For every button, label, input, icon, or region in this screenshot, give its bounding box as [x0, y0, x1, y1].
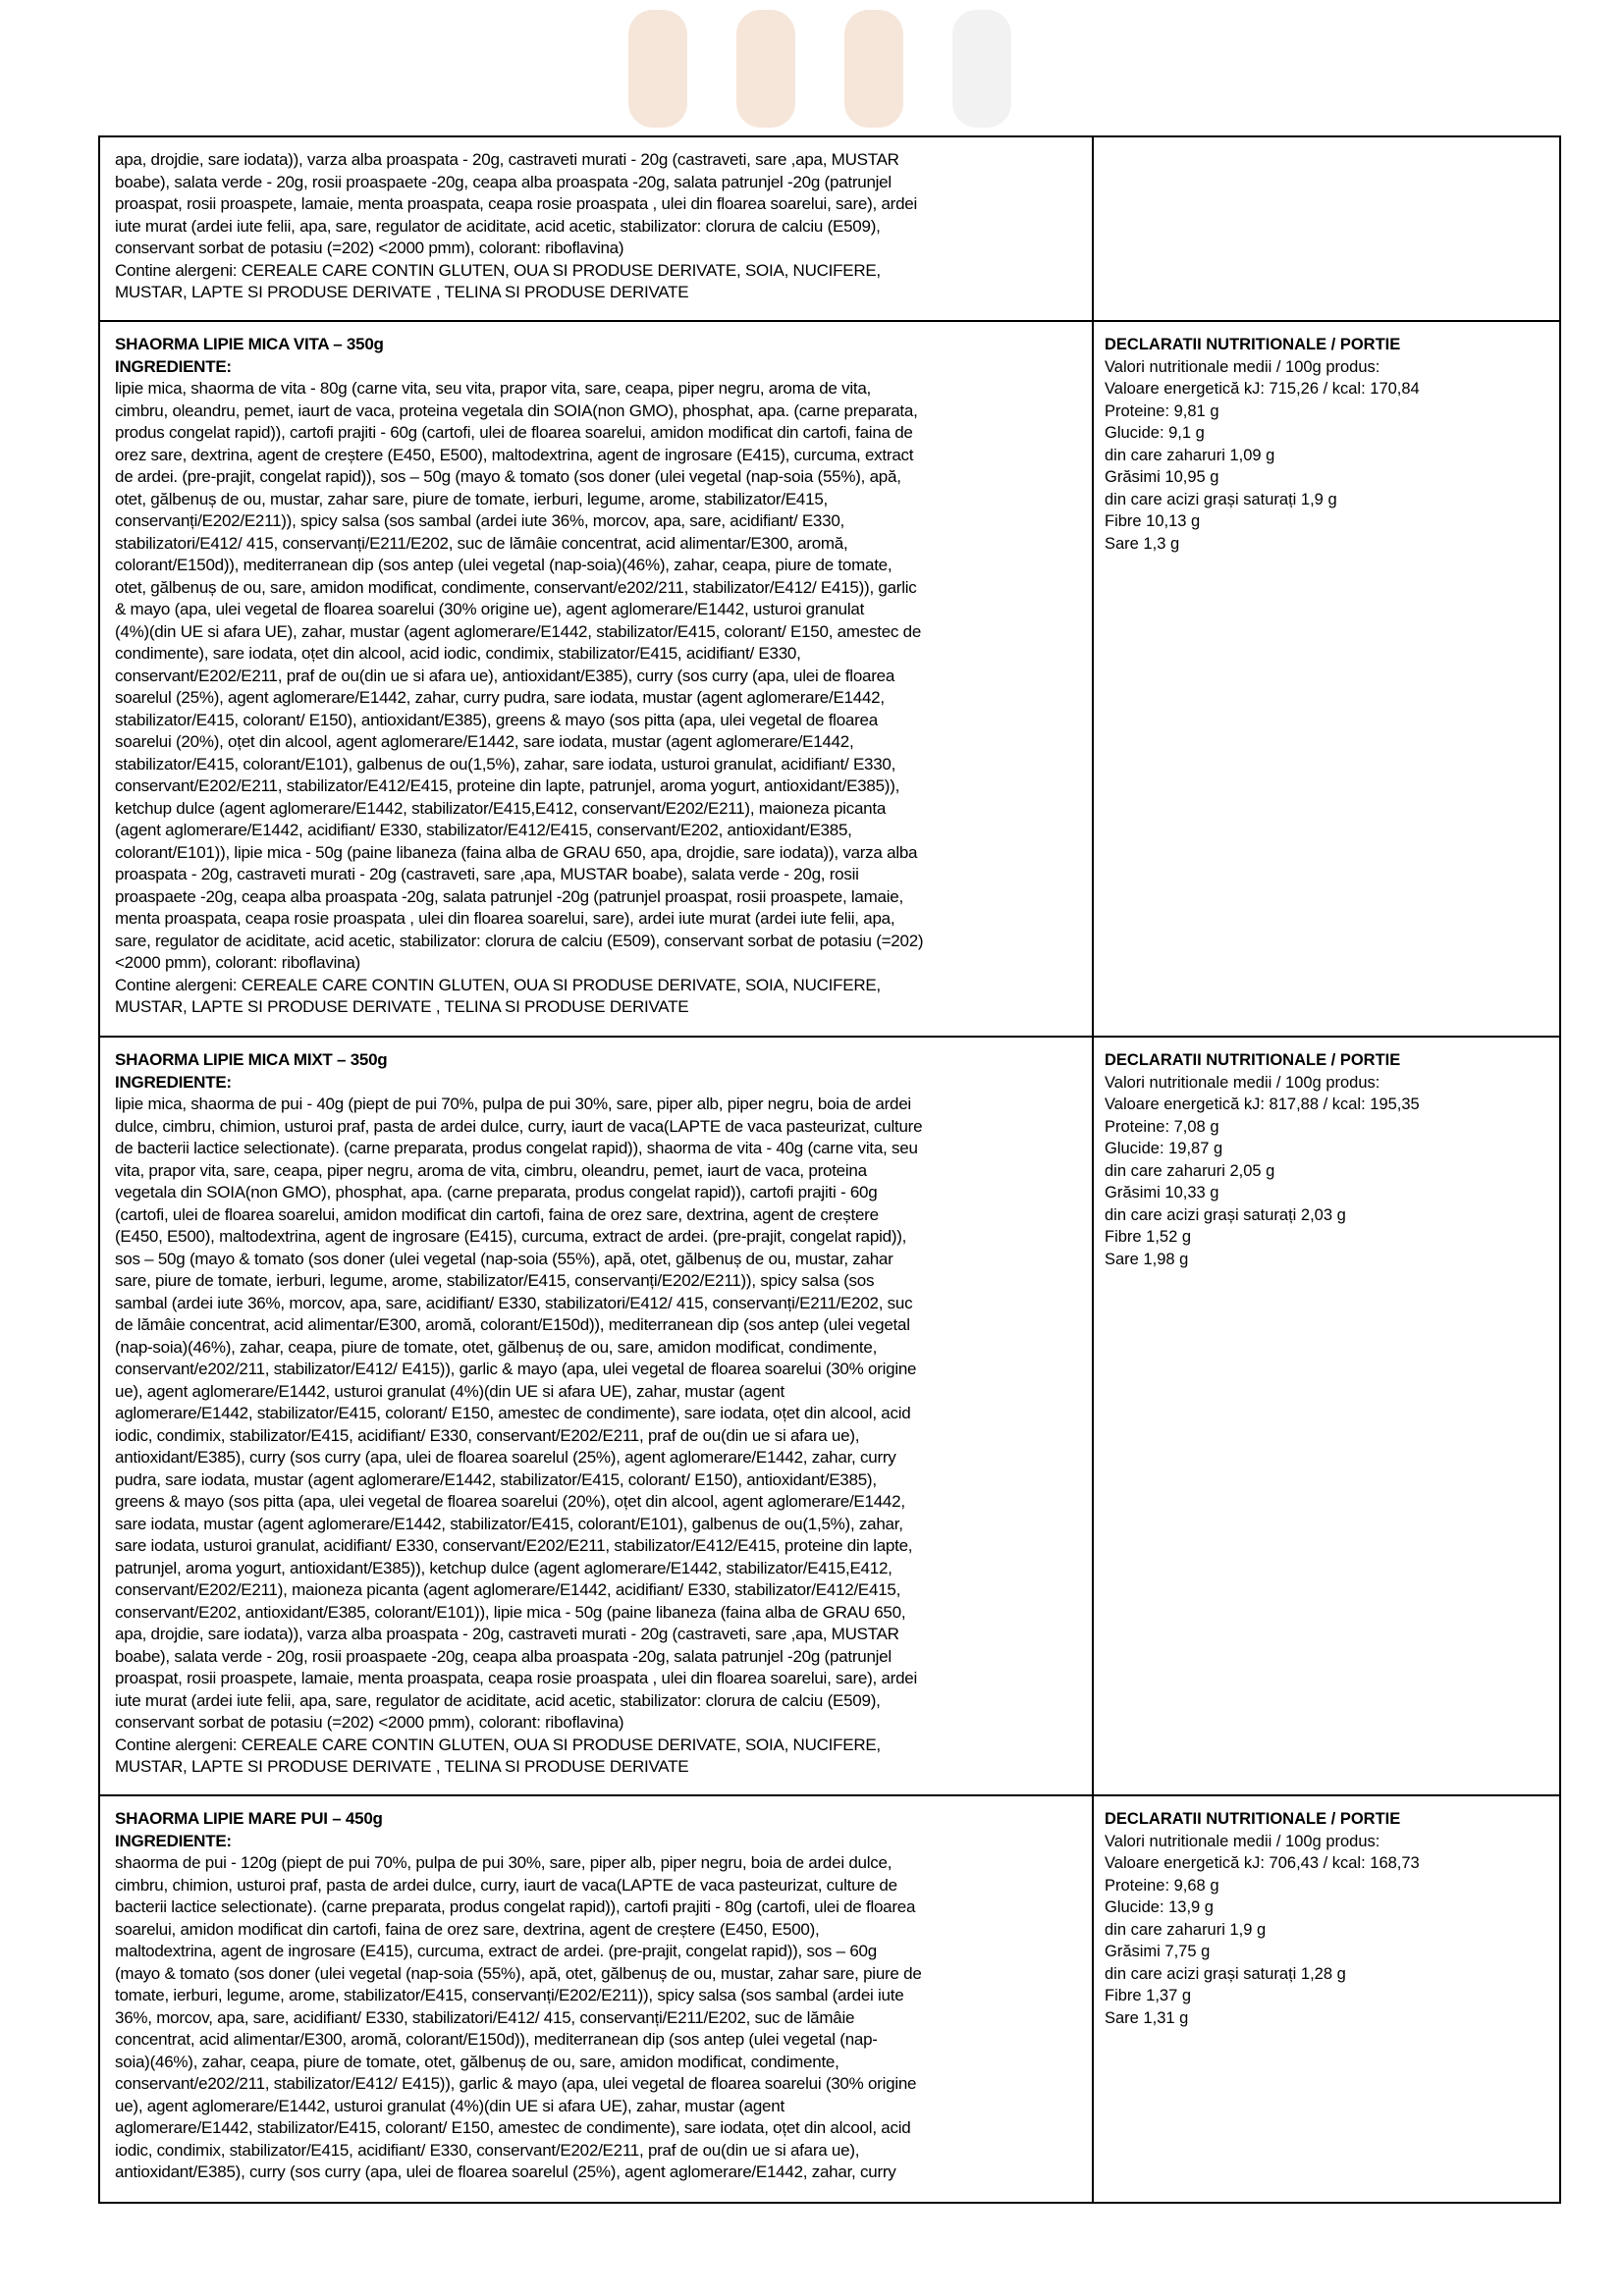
- nutrition-cell: [1094, 1038, 1559, 1794]
- ingredients-line: pudra, sare iodata, mustar (agent aglomerare/E1442, stabilizator/E415, colorant/ E150), antioxidant/E385),: [115, 1469, 877, 1489]
- ingredients-line: lipie mica, shaorma de pui - 40g (piept de pui 70%, pulpa de pui 30%, sare, piper alb, piper negru, boia de ardei: [115, 1095, 911, 1113]
- ingredients-line: aglomerare/E1442, stabilizator/E415, colorant/ E150, amestec de condimente), sare iodata, oțet din alcool, acid: [115, 1404, 911, 1422]
- ingredients-line: otet, gălbenuș de ou, sare, amidon modificat, condimente, conservant/e202/211, stabilizator/E412/ E415)), garlic: [115, 577, 917, 597]
- nutrition-line: Proteine: 9,81 g: [1105, 401, 1219, 420]
- ingredients-cell: [100, 322, 1094, 1036]
- ingredients-line: vita, prapor vita, sare, ceapa, piper negru, aroma de vita, cimbru, oleandru, pemet, iaurt de vaca, proteina: [115, 1160, 867, 1180]
- ingredients-line: (agent aglomerare/E1442, acidifiant/ E330, stabilizator/E412/E415, conservant/E202, antioxidant/E385,: [115, 821, 852, 839]
- product-title: SHAORMA LIPIE MICA MIXT – 350g: [115, 1050, 388, 1069]
- ingredients-line: iute murat (ardei iute felii, apa, sare, regulator de aciditate, acid acetic, stabilizator: clorura de calciu (E509),: [115, 216, 881, 236]
- ingredients-line: vegetala din SOIA(non GMO), phosphat, apa. (carne preparata, produs congelat rapid)), cartofi prajiti - 60g: [115, 1183, 878, 1201]
- ingredients-line: iodic, condimix, stabilizator/E415, acidifiant/ E330, conservant/E202/E211, praf de ou(din ue si afara ue),: [115, 1425, 860, 1445]
- nutrition-line: din care acizi grași saturați 1,28 g: [1105, 1964, 1346, 1983]
- ingredients-line: bacterii lactice selectionate). (carne preparata, produs congelat rapid)), cartofi prajiti - 80g (cartofi, ulei de floarea: [115, 1897, 916, 1916]
- ingredients-line: stabilizatori/E412/ 415, conservanți/E211/E202, suc de lămâie concentrat, acid alimentar/E300, aromă,: [115, 533, 848, 553]
- ingredients-line: sare, regulator de aciditate, acid acetic, stabilizator: clorura de calciu (E509), conservant sorbat de potasiu (=202): [115, 931, 924, 950]
- nutrition-line: Grăsimi 10,33 g: [1105, 1184, 1219, 1201]
- nutrition-line: Glucide: 19,87 g: [1105, 1140, 1223, 1157]
- allergens-line: Contine alergeni: CEREALE CARE CONTIN GLUTEN, OUA SI PRODUSE DERIVATE, SOIA, NUCIFERE,: [115, 975, 881, 994]
- ingredients-line: aglomerare/E1442, stabilizator/E415, colorant/ E150, amestec de condimente), sare iodata, oțet din alcool, acid: [115, 2118, 911, 2137]
- ingredients-line: concentrat, acid alimentar/E300, aromă, colorant/E150d)), mediterranean dip (sos antep (ulei vegetal (nap-: [115, 2030, 878, 2049]
- product-row: [98, 1036, 1561, 1796]
- nutrition-line: Sare 1,31 g: [1105, 2008, 1189, 2027]
- ingredients-line: cimbru, chimion, usturoi praf, pasta de ardei dulce, curry, iaurt de vaca(LAPTE de vaca pasteurizat, culture de: [115, 1875, 897, 1895]
- ingredients-line: ketchup dulce (agent aglomerare/E1442, stabilizator/E415,E412, conservant/E202/E211), maioneza picanta: [115, 798, 887, 818]
- ingredients-line: antioxidant/E385), curry (sos curry (apa, ulei de floarea soarelul (25%), agent aglomerare/E1442, zahar, curry: [115, 1448, 896, 1467]
- nutrition-line: din care zaharuri 1,9 g: [1105, 1920, 1267, 1939]
- ingredients-line: iute murat (ardei iute felii, apa, sare, regulator de aciditate, acid acetic, stabilizator: clorura de calciu (E509),: [115, 1690, 881, 1710]
- ingredients-line: conservant sorbat de potasiu (=202) <2000 pmm), colorant: riboflavina): [115, 1713, 624, 1732]
- nutrition-line: Proteine: 7,08 g: [1105, 1117, 1219, 1136]
- product-row: [98, 135, 1561, 322]
- nutrition-line: din care zaharuri 2,05 g: [1105, 1161, 1275, 1180]
- ingredients-line: conservant sorbat de potasiu (=202) <2000 pmm), colorant: riboflavina): [115, 239, 624, 257]
- nutrition-line: Valoare energetică kJ: 706,43 / kcal: 168,73: [1105, 1854, 1420, 1872]
- ingredients-line: conservant/E202, antioxidant/E385, colorant/E101)), lipie mica - 50g (paine libaneza (faina alba de GRAU 650,: [115, 1602, 906, 1622]
- ingredients-line: sare iodata, usturoi granulat, acidifiant/ E330, conservant/E202/E211, stabilizator/E412/E415, proteine din lapte,: [115, 1536, 913, 1555]
- nutrition-line: Valoare energetică kJ: 715,26 / kcal: 170,84: [1105, 380, 1420, 398]
- nutrition-line: din care acizi grași saturați 1,9 g: [1105, 490, 1337, 508]
- ingredients-line: tomate, ierburi, legume, arome, stabilizator/E415, conservanți/E202/E211)), spicy salsa (sos sambal (ardei iute: [115, 1986, 904, 2004]
- ingredients-line: boabe), salata verde - 20g, rosii proaspaete -20g, ceapa alba proaspata -20g, salata patrunjel -20g (patrunjel: [115, 1646, 892, 1666]
- ingredients-line: stabilizator/E415, colorant/E101), galbenus de ou(1,5%), zahar, sare iodata, usturoi granulat, acidifiant/ E330,: [115, 754, 896, 774]
- nutrition-line: Valori nutritionale medii / 100g produs:: [1105, 1073, 1380, 1092]
- ingredients-line: de ardei. (pre-prajit, congelat rapid)), sos – 50g (mayo & tomato (sos doner (ulei vegetal (nap-soia (55%), apă,: [115, 467, 901, 486]
- ingredients-line: (cartofi, ulei de floarea soarelui, amidon modificat din cartofi, faina de orez sare, dextrina, agent de creștere: [115, 1204, 879, 1224]
- ingredients-line: ue), agent aglomerare/E1442, usturoi granulat (4%)(din UE si afara UE), zahar, mustar (agent: [115, 2096, 784, 2115]
- ingredients-line: de bacterii lactice selectionate). (carne preparata, produs congelat rapid)), shaorma de vita - 40g (carne vita, seu: [115, 1139, 918, 1157]
- ingredients-line: antioxidant/E385), curry (sos curry (apa, ulei de floarea soarelul (25%), agent aglomerare/E1442, zahar, curry: [115, 2163, 896, 2181]
- nutrition-line: Valoare energetică kJ: 817,88 / kcal: 195,35: [1105, 1095, 1420, 1113]
- ingredients-cell: [100, 1038, 1094, 1794]
- nutrition-line: Sare 1,98 g: [1105, 1250, 1189, 1268]
- nutrition-line: Glucide: 13,9 g: [1105, 1898, 1214, 1916]
- allergens-line: Contine alergeni: CEREALE CARE CONTIN GLUTEN, OUA SI PRODUSE DERIVATE, SOIA, NUCIFERE,: [115, 260, 881, 280]
- ingredients-line: maltodextrina, agent de ingrosare (E415), curcuma, extract de ardei. (pre-prajit, congelat rapid)), sos – 60g: [115, 1942, 877, 1960]
- nutrition-line: Valori nutritionale medii / 100g produs:: [1105, 357, 1380, 376]
- ingredients-line: <2000 pmm), colorant: riboflavina): [115, 953, 360, 972]
- ingredients-label: INGREDIENTE:: [115, 1072, 232, 1092]
- product-row: [98, 1794, 1561, 2204]
- ingredients-line: greens & mayo (sos pitta (apa, ulei vegetal de floarea soarelui (20%), oțet din alcool, agent aglomerare/E1442,: [115, 1492, 905, 1511]
- allergens-line: MUSTAR, LAPTE SI PRODUSE DERIVATE , TELINA SI PRODUSE DERIVATE: [115, 997, 689, 1016]
- product-title: SHAORMA LIPIE MICA VITA – 350g: [115, 335, 384, 353]
- nutrition-heading: DECLARATII NUTRITIONALE / PORTIE: [1105, 1051, 1401, 1069]
- ingredients-line: conservant/e202/211, stabilizator/E412/ E415)), garlic & mayo (apa, ulei vegetal de floarea soarelui (30% origine: [115, 1360, 917, 1378]
- allergens-line: MUSTAR, LAPTE SI PRODUSE DERIVATE , TELINA SI PRODUSE DERIVATE: [115, 1757, 689, 1776]
- ingredients-line: (mayo & tomato (sos doner (ulei vegetal (nap-soia (55%), apă, otet, gălbenuș de ou, mustar, zahar sare, piure de: [115, 1963, 922, 1983]
- ingredients-line: de lămâie concentrat, acid alimentar/E300, aromă, colorant/E150d)), mediterranean dip (sos antep (ulei vegetal: [115, 1315, 910, 1334]
- ingredients-line: & mayo (apa, ulei vegetal de floarea soarelui (30% origine ue), agent aglomerare/E1442, usturoi granulat: [115, 600, 865, 618]
- nutrition-line: Fibre 10,13 g: [1105, 512, 1201, 530]
- ingredients-line: sare, piure de tomate, ierburi, legume, arome, stabilizator/E415, conservanți/E202/E211)), spicy salsa (sos: [115, 1271, 875, 1290]
- nutrition-heading: DECLARATII NUTRITIONALE / PORTIE: [1105, 336, 1401, 353]
- ingredients-line: apa, drojdie, sare iodata)), varza alba proaspata - 20g, castraveti murati - 20g (castraveti, sare ,apa, MUSTAR: [115, 1625, 899, 1643]
- ingredients-line: 36%, morcov, apa, sare, acidifiant/ E330, stabilizatori/E412/ 415, conservanți/E211/E202, suc de lămâie: [115, 2007, 855, 2027]
- ingredients-line: (nap-soia)(46%), zahar, ceapa, piure de tomate, otet, gălbenuș de ou, sare, amidon modificat, condimente,: [115, 1337, 878, 1357]
- ingredients-line: (E450, E500), maltodextrina, agent de ingrosare (E415), curcuma, extract de ardei. (pre-prajit, congelat rapid)),: [115, 1227, 907, 1246]
- ingredients-line: otet, gălbenuș de ou, mustar, zahar sare, piure de tomate, ierburi, legume, arome, stabilizator/E415,: [115, 489, 828, 508]
- ingredients-line: produs congelat rapid)), cartofi prajiti - 60g (cartofi, ulei de floarea soarelui, amidon modificat din cartofi, faina de: [115, 423, 913, 442]
- ingredients-line: lipie mica, shaorma de vita - 80g (carne vita, seu vita, prapor vita, sare, ceapa, piper negru, aroma de vita,: [115, 379, 872, 398]
- ingredients-cell: [100, 1796, 1094, 2202]
- nutrition-line: Glucide: 9,1 g: [1105, 424, 1205, 442]
- ingredients-line: conservanți/E202/E211)), spicy salsa (sos sambal (ardei iute 36%, morcov, apa, sare, acidifiant/ E330,: [115, 511, 845, 530]
- nutrition-line: Proteine: 9,68 g: [1105, 1876, 1219, 1895]
- ingredients-line: soarelui, amidon modificat din cartofi, faina de orez sare, dextrina, agent de creștere (E450, E500),: [115, 1919, 820, 1939]
- ingredients-line: conservant/E202/E211), maioneza picanta (agent aglomerare/E1442, acidifiant/ E330, stabilizator/E412/E415,: [115, 1580, 901, 1599]
- ingredients-line: proaspat, rosii proaspete, lamaie, menta proaspata, ceapa rosie proaspata , ulei din floarea soarelui, sare), ardei: [115, 194, 918, 213]
- ingredients-line: stabilizator/E415, colorant/ E150), antioxidant/E385), greens & mayo (sos pitta (apa, ulei vegetal de floarea: [115, 710, 878, 729]
- ingredients-label: INGREDIENTE:: [115, 1831, 232, 1850]
- ingredients-line: soarelui (20%), oțet din alcool, agent aglomerare/E1442, sare iodata, mustar (agent aglomerare/E1442,: [115, 732, 854, 751]
- nutrition-line: Fibre 1,52 g: [1105, 1228, 1192, 1246]
- ingredients-line: proaspata - 20g, castraveti murati - 20g (castraveti, sare ,apa, MUSTAR boabe), salata verde - 20g, rosii: [115, 865, 859, 883]
- ingredients-line: ue), agent aglomerare/E1442, usturoi granulat (4%)(din UE si afara UE), zahar, mustar (agent: [115, 1381, 784, 1401]
- product-title: SHAORMA LIPIE MARE PUI – 450g: [115, 1809, 383, 1828]
- ingredients-line: dulce, cimbru, chimion, usturoi praf, pasta de ardei dulce, curry, iaurt de vaca(LAPTE de vaca pasteurizat, culture: [115, 1116, 923, 1136]
- nutrition-cell: [1094, 137, 1559, 320]
- ingredients-line: sambal (ardei iute 36%, morcov, apa, sare, acidifiant/ E330, stabilizatori/E412/ 415, conservanți/E211/E202, suc: [115, 1293, 913, 1312]
- ingredients-line: boabe), salata verde - 20g, rosii proaspaete -20g, ceapa alba proaspata -20g, salata patrunjel -20g (patrunjel: [115, 172, 892, 191]
- ingredients-line: colorant/E101)), lipie mica - 50g (paine libaneza (faina alba de GRAU 650, apa, drojdie, sare iodata)), varza alba: [115, 842, 918, 862]
- ingredients-line: conservant/e202/211, stabilizator/E412/ E415)), garlic & mayo (apa, ulei vegetal de floarea soarelui (30% origine: [115, 2074, 917, 2093]
- nutrition-line: din care zaharuri 1,09 g: [1105, 446, 1275, 464]
- ingredients-line: (4%)(din UE si afara UE), zahar, mustar (agent aglomerare/E1442, stabilizator/E415, colorant/ E150, amestec de: [115, 621, 922, 641]
- ingredients-line: iodic, condimix, stabilizator/E415, acidifiant/ E330, conservant/E202/E211, praf de ou(din ue si afara ue),: [115, 2140, 860, 2160]
- ingredients-line: shaorma de pui - 120g (piept de pui 70%, pulpa de pui 30%, sare, piper alb, piper negru, boia de ardei dulce,: [115, 1853, 893, 1872]
- nutrition-line: din care acizi grași saturați 2,03 g: [1105, 1205, 1346, 1224]
- nutrition-line: Grăsimi 10,95 g: [1105, 468, 1219, 486]
- ingredients-line: patrunjel, aroma yogurt, antioxidant/E385)), ketchup dulce (agent aglomerare/E1442, stabilizator/E415,E412,: [115, 1558, 893, 1577]
- ingredients-line: sare iodata, mustar (agent aglomerare/E1442, stabilizator/E415, colorant/E101), galbenus de ou(1,5%), zahar,: [115, 1514, 903, 1533]
- ingredients-line: apa, drojdie, sare iodata)), varza alba proaspata - 20g, castraveti murati - 20g (castraveti, sare ,apa, MUSTAR: [115, 150, 899, 169]
- nutrition-line: Sare 1,3 g: [1105, 534, 1180, 553]
- nutrition-cell: [1094, 322, 1559, 1036]
- ingredients-line: orez sare, dextrina, agent de creștere (E450, E500), maltodextrina, agent de ingrosare (E415), curcuma, extract: [115, 445, 914, 464]
- product-table: [98, 0, 1561, 2204]
- allergens-line: MUSTAR, LAPTE SI PRODUSE DERIVATE , TELINA SI PRODUSE DERIVATE: [115, 283, 689, 301]
- ingredients-label: INGREDIENTE:: [115, 356, 232, 376]
- allergens-line: Contine alergeni: CEREALE CARE CONTIN GLUTEN, OUA SI PRODUSE DERIVATE, SOIA, NUCIFERE,: [115, 1735, 881, 1754]
- ingredients-line: condimente), sare iodata, oțet din alcool, acid iodic, condimix, stabilizator/E415, acidifiant/ E330,: [115, 644, 801, 663]
- ingredients-cell: [100, 137, 1094, 320]
- ingredients-line: soarelul (25%), agent aglomerare/E1442, zahar, curry pudra, sare iodata, mustar (agent aglomerare/E1442,: [115, 688, 885, 707]
- product-row: [98, 320, 1561, 1038]
- ingredients-line: cimbru, oleandru, pemet, iaurt de vaca, proteina vegetala din SOIA(non GMO), phosphat, apa. (carne preparata,: [115, 400, 918, 420]
- ingredients-line: proaspat, rosii proaspete, lamaie, menta proaspata, ceapa rosie proaspata , ulei din floarea soarelui, sare), ardei: [115, 1669, 918, 1687]
- ingredients-line: menta proaspata, ceapa rosie proaspata , ulei din floarea soarelui, sare), ardei iute murat (ardei iute felii, apa,: [115, 909, 895, 928]
- ingredients-line: soia)(46%), zahar, ceapa, piure de tomate, otet, gălbenuș de ou, sare, amidon modificat, condimente,: [115, 2052, 839, 2071]
- ingredients-line: sos – 50g (mayo & tomato (sos doner (ulei vegetal (nap-soia (55%), apă, otet, gălbenuș de ou, mustar, zahar: [115, 1249, 893, 1268]
- ingredients-line: conservant/E202/E211, stabilizator/E412/E415, proteine din lapte, patrunjel, aroma yogurt, antioxidant/E385)),: [115, 776, 900, 795]
- nutrition-line: Grăsimi 7,75 g: [1105, 1943, 1211, 1960]
- ingredients-line: conservant/E202/E211, praf de ou(din ue si afara ue), antioxidant/E385), curry (sos curry (apa, ulei de floarea: [115, 666, 895, 685]
- ingredients-line: proaspaete -20g, ceapa alba proaspata -20g, salata patrunjel -20g (patrunjel proaspat, rosii proaspete, lamaie,: [115, 886, 903, 906]
- ingredients-line: colorant/E150d)), mediterranean dip (sos antep (ulei vegetal (nap-soia)(46%), zahar, ceapa, piure de tomate,: [115, 556, 893, 574]
- nutrition-heading: DECLARATII NUTRITIONALE / PORTIE: [1105, 1810, 1401, 1828]
- nutrition-line: Valori nutritionale medii / 100g produs:: [1105, 1832, 1380, 1850]
- nutrition-cell: [1094, 1796, 1559, 2202]
- nutrition-line: Fibre 1,37 g: [1105, 1987, 1192, 2004]
